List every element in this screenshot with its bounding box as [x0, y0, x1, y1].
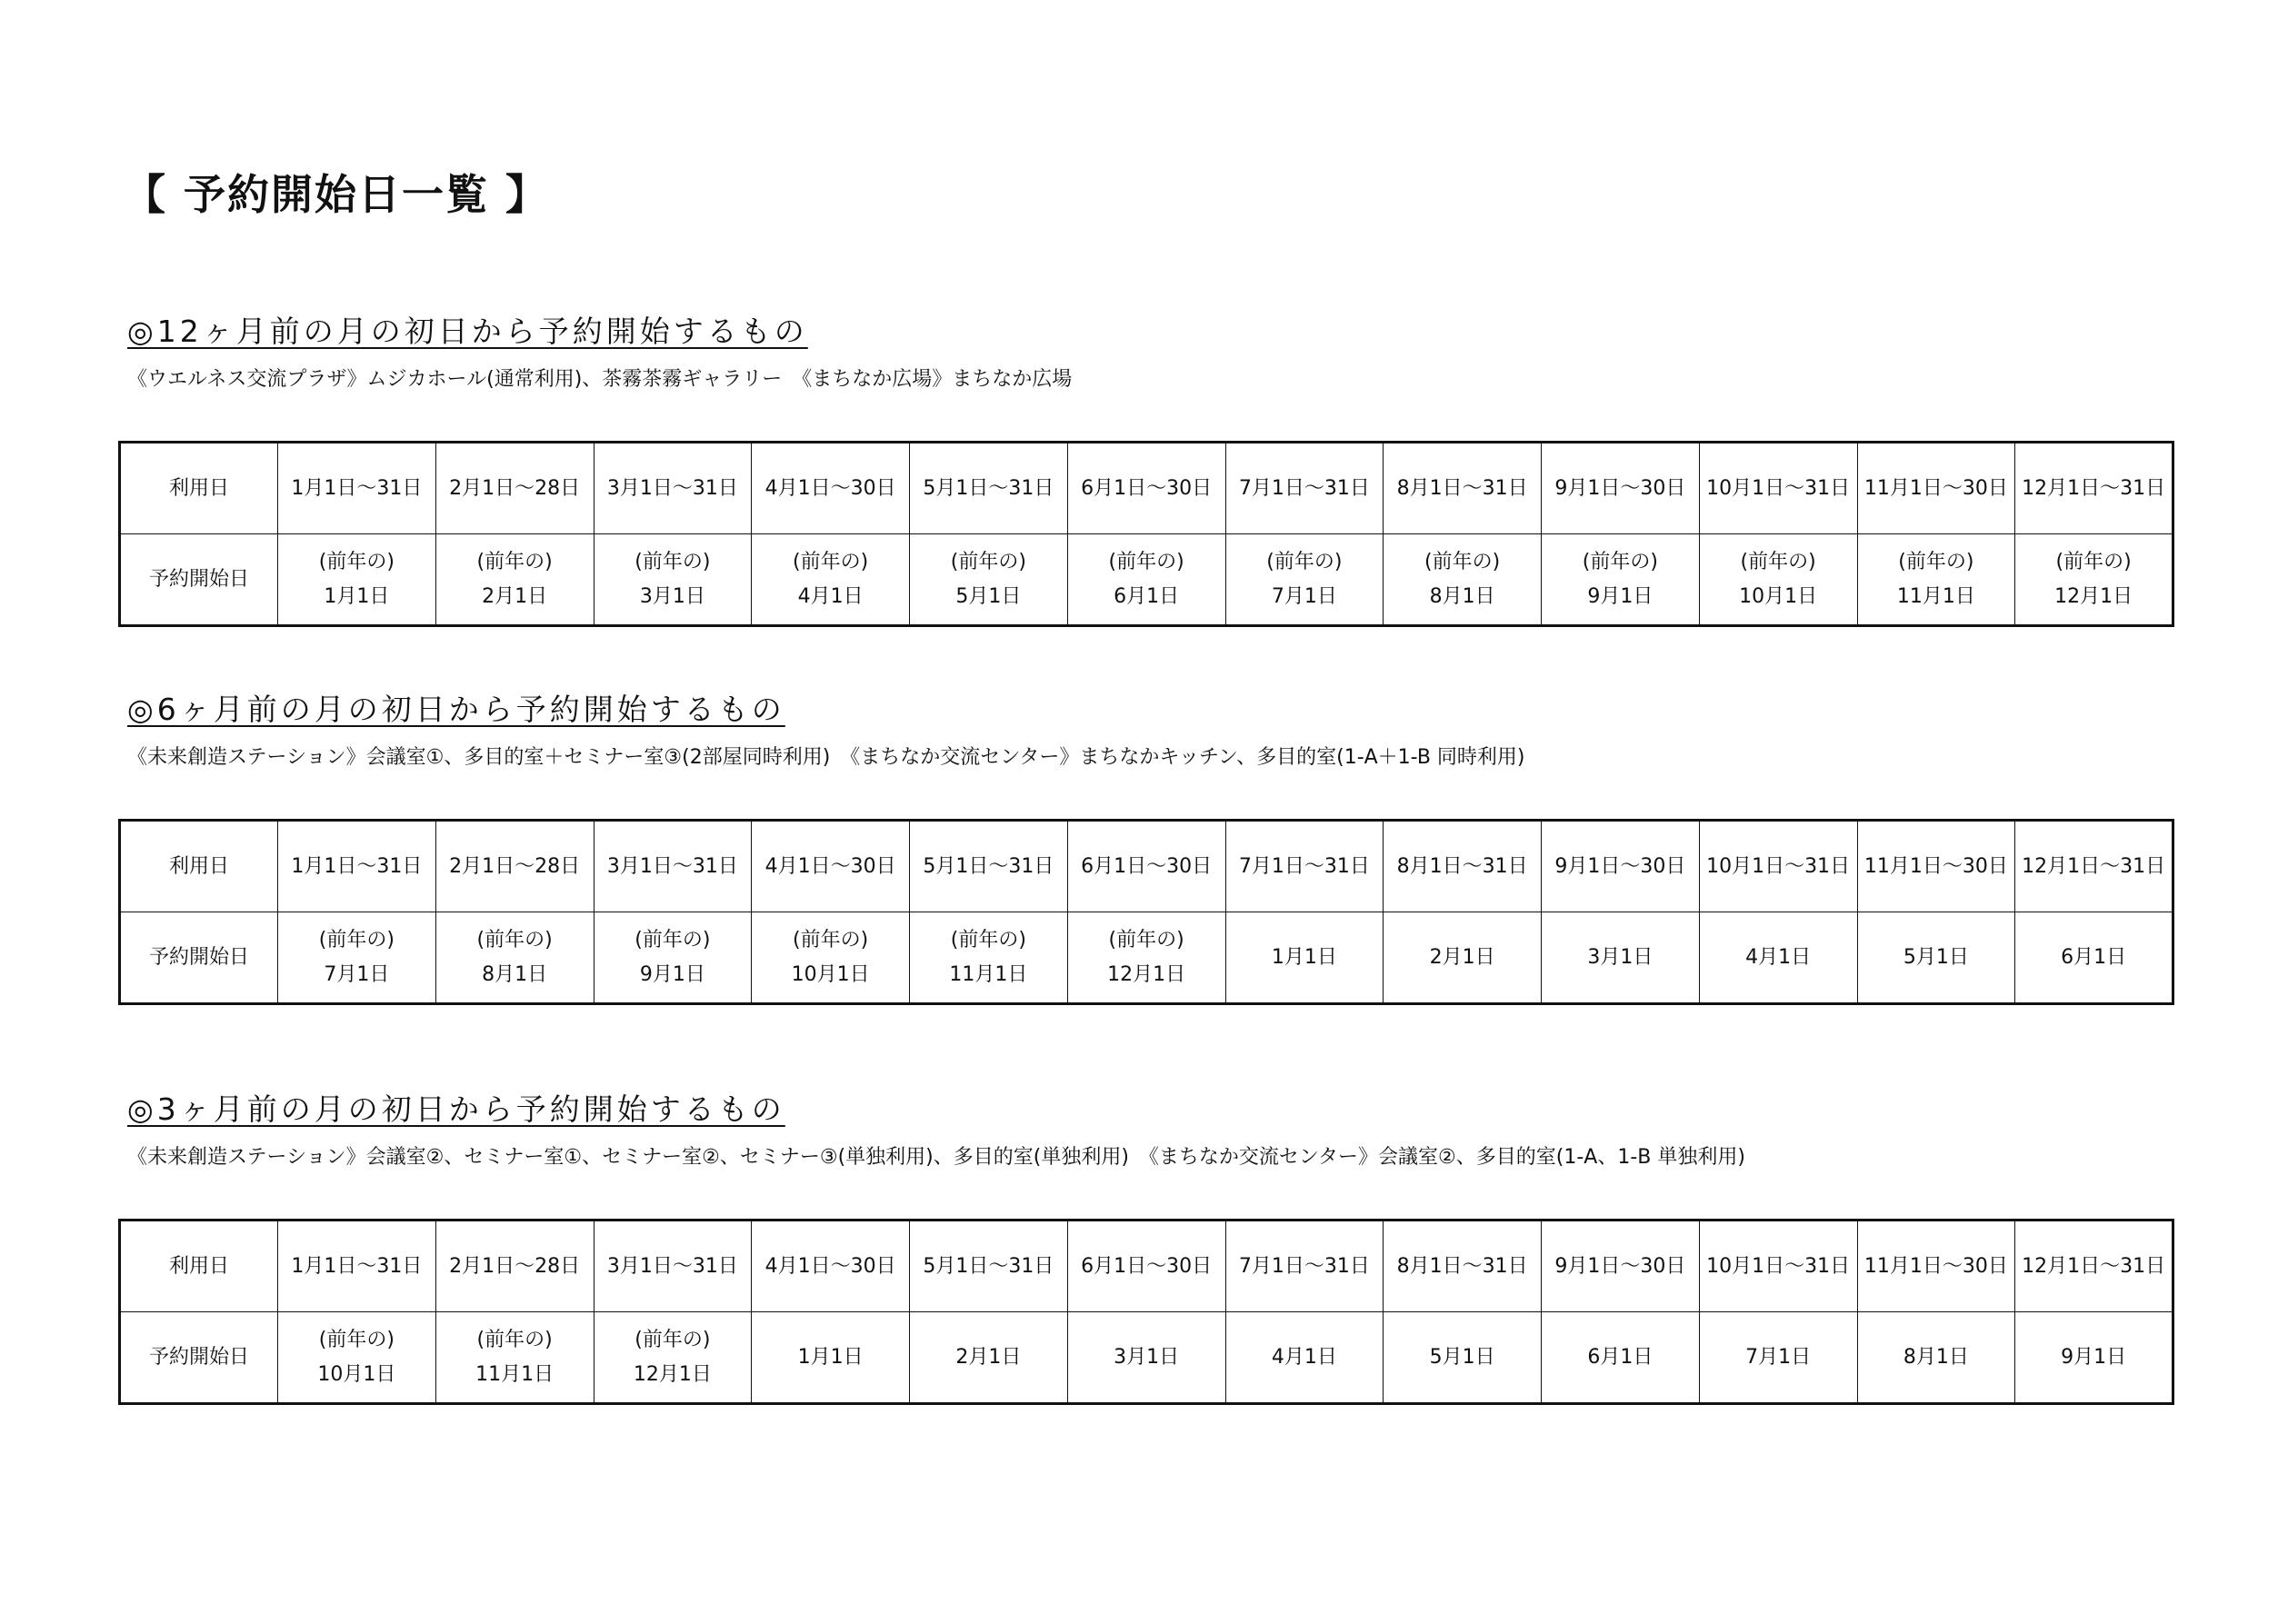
reservation-start-cell [910, 534, 1068, 626]
page-title: 【 予約開始日一覧 】 [124, 170, 550, 219]
usage-date-cell: 9月1日〜30日 [1542, 443, 1700, 534]
start-date: 10月1日 [317, 1362, 396, 1386]
usage-date-cell: 4月1日〜30日 [752, 1220, 910, 1312]
section-heading: ◎12ヶ月前の月の初日から予約開始するもの [127, 314, 808, 349]
start-date: 11月1日 [475, 1362, 555, 1386]
reservation-start-cell [435, 534, 594, 626]
usage-date-cell: 9月1日〜30日 [1542, 821, 1700, 912]
reservation-start-cell [1225, 534, 1384, 626]
previous-year-prefix: (前年の) [1108, 928, 1184, 951]
row-label-usage-date: 利用日 [120, 443, 278, 534]
reservation-start-cell [1699, 534, 1857, 626]
reservation-start-cell [278, 1312, 436, 1404]
start-date: 4月1日 [797, 584, 864, 608]
usage-date-cell: 3月1日〜31日 [594, 443, 752, 534]
usage-date-row [120, 1220, 2173, 1312]
reservation-start-cell [1542, 1312, 1700, 1404]
usage-date-cell: 6月1日〜30日 [1067, 443, 1225, 534]
reservation-start-row [120, 1312, 2173, 1404]
previous-year-prefix: (前年の) [2055, 550, 2132, 573]
reservation-start-cell [752, 912, 910, 1004]
start-date: 2月1日 [482, 584, 548, 608]
start-date: 8月1日 [482, 962, 548, 986]
previous-year-prefix: (前年の) [793, 928, 869, 951]
previous-year-prefix: (前年の) [318, 928, 395, 951]
usage-date-cell: 7月1日〜31日 [1225, 443, 1384, 534]
usage-date-row [120, 443, 2173, 534]
reservation-start-cell [910, 912, 1068, 1004]
usage-date-cell: 11月1日〜30日 [1857, 1220, 2015, 1312]
reservation-start-cell [1225, 912, 1384, 1004]
start-date: 6月1日 [1587, 1345, 1654, 1369]
start-date: 6月1日 [2061, 945, 2127, 969]
usage-date-cell: 5月1日〜31日 [910, 1220, 1068, 1312]
reservation-start-cell [1384, 912, 1542, 1004]
usage-date-cell: 11月1日〜30日 [1857, 443, 2015, 534]
usage-date-cell: 10月1日〜31日 [1699, 821, 1857, 912]
reservation-start-cell [1857, 1312, 2015, 1404]
row-label-reservation-start: 予約開始日 [120, 534, 278, 626]
section-3-months [118, 1090, 2174, 1405]
reservation-start-cell [2015, 534, 2173, 626]
previous-year-prefix: (前年の) [318, 550, 395, 573]
start-date: 12月1日 [633, 1362, 712, 1386]
usage-date-cell: 11月1日〜30日 [1857, 821, 2015, 912]
reservation-start-cell [752, 534, 910, 626]
previous-year-prefix: (前年の) [793, 550, 869, 573]
usage-date-cell: 3月1日〜31日 [594, 1220, 752, 1312]
previous-year-prefix: (前年の) [1266, 550, 1343, 573]
usage-date-cell: 2月1日〜28日 [435, 1220, 594, 1312]
section-facilities: 《未来創造ステーション》会議室②、セミナー室①、セミナー室②、セミナー③(単独利用)、多目的室(単独利用) 《まちなか交流センター》会議室②、多目的室(1-A、1-B 単独利用) [127, 1146, 1745, 1169]
previous-year-prefix: (前年の) [476, 1328, 553, 1351]
usage-date-cell: 8月1日〜31日 [1384, 1220, 1542, 1312]
reservation-start-cell [1384, 1312, 1542, 1404]
schedule-table [118, 819, 2174, 1005]
previous-year-prefix: (前年の) [950, 928, 1026, 951]
start-date: 8月1日 [1429, 584, 1495, 608]
previous-year-prefix: (前年の) [476, 928, 553, 951]
reservation-start-cell [278, 912, 436, 1004]
start-date: 1月1日 [797, 1345, 864, 1369]
start-date: 1月1日 [324, 584, 390, 608]
reservation-start-cell [594, 534, 752, 626]
previous-year-prefix: (前年の) [318, 1328, 395, 1351]
schedule-table [118, 1219, 2174, 1405]
start-date: 7月1日 [324, 962, 390, 986]
start-date: 10月1日 [1739, 584, 1818, 608]
reservation-start-row [120, 912, 2173, 1004]
previous-year-prefix: (前年の) [1108, 550, 1184, 573]
start-date: 9月1日 [2061, 1345, 2127, 1369]
row-label-usage-date: 利用日 [120, 821, 278, 912]
usage-date-cell: 5月1日〜31日 [910, 443, 1068, 534]
reservation-start-cell [1542, 912, 1700, 1004]
start-date: 3月1日 [1114, 1345, 1180, 1369]
start-date: 3月1日 [1587, 945, 1654, 969]
usage-date-cell: 8月1日〜31日 [1384, 443, 1542, 534]
start-date: 9月1日 [1587, 584, 1654, 608]
usage-date-cell: 5月1日〜31日 [910, 821, 1068, 912]
section-facilities: 《ウエルネス交流プラザ》ムジカホール(通常利用)、茶霧茶霧ギャラリー 《まちなか広場》まちなか広場 [127, 368, 1073, 391]
previous-year-prefix: (前年の) [1740, 550, 1816, 573]
section-6-months [118, 690, 2174, 1005]
previous-year-prefix: (前年の) [476, 550, 553, 573]
row-label-reservation-start: 予約開始日 [120, 912, 278, 1004]
start-date: 12月1日 [2054, 584, 2133, 608]
start-date: 5月1日 [1429, 1345, 1495, 1369]
usage-date-cell: 8月1日〜31日 [1384, 821, 1542, 912]
usage-date-cell: 1月1日〜31日 [278, 443, 436, 534]
previous-year-prefix: (前年の) [634, 1328, 711, 1351]
reservation-start-cell [752, 1312, 910, 1404]
usage-date-cell: 2月1日〜28日 [435, 821, 594, 912]
start-date: 7月1日 [1271, 584, 1337, 608]
start-date: 1月1日 [1271, 945, 1337, 969]
reservation-start-cell [1067, 912, 1225, 1004]
reservation-start-cell [1542, 534, 1700, 626]
previous-year-prefix: (前年の) [1898, 550, 1974, 573]
section-12-months [118, 312, 2174, 627]
start-date: 2月1日 [1429, 945, 1495, 969]
usage-date-cell: 4月1日〜30日 [752, 443, 910, 534]
usage-date-row [120, 821, 2173, 912]
usage-date-cell: 1月1日〜31日 [278, 1220, 436, 1312]
previous-year-prefix: (前年の) [950, 550, 1026, 573]
start-date: 12月1日 [1107, 962, 1186, 986]
usage-date-cell: 2月1日〜28日 [435, 443, 594, 534]
start-date: 11月1日 [1896, 584, 1975, 608]
reservation-start-cell [1699, 912, 1857, 1004]
reservation-start-cell [594, 912, 752, 1004]
reservation-start-cell [1857, 912, 2015, 1004]
usage-date-cell: 7月1日〜31日 [1225, 821, 1384, 912]
section-facilities: 《未来創造ステーション》会議室①、多目的室＋セミナー室③(2部屋同時利用) 《まちなか交流センター》まちなかキッチン、多目的室(1-A＋1-B 同時利用) [127, 746, 1525, 769]
section-heading: ◎3ヶ月前の月の初日から予約開始するもの [127, 1091, 785, 1127]
section-heading: ◎6ヶ月前の月の初日から予約開始するもの [127, 692, 785, 727]
row-label-usage-date: 利用日 [120, 1220, 278, 1312]
previous-year-prefix: (前年の) [1582, 550, 1658, 573]
start-date: 9月1日 [639, 962, 705, 986]
reservation-start-cell [910, 1312, 1068, 1404]
usage-date-cell: 10月1日〜31日 [1699, 1220, 1857, 1312]
usage-date-cell: 1月1日〜31日 [278, 821, 436, 912]
reservation-start-cell [1384, 534, 1542, 626]
reservation-start-cell [1067, 534, 1225, 626]
reservation-start-cell [594, 1312, 752, 1404]
start-date: 8月1日 [1903, 1345, 1969, 1369]
usage-date-cell: 3月1日〜31日 [594, 821, 752, 912]
reservation-start-row [120, 534, 2173, 626]
usage-date-cell: 12月1日〜31日 [2015, 821, 2173, 912]
previous-year-prefix: (前年の) [1424, 550, 1501, 573]
reservation-start-cell [278, 534, 436, 626]
previous-year-prefix: (前年の) [634, 928, 711, 951]
start-date: 10月1日 [791, 962, 870, 986]
start-date: 5月1日 [1903, 945, 1969, 969]
reservation-start-cell [2015, 1312, 2173, 1404]
usage-date-cell: 6月1日〜30日 [1067, 821, 1225, 912]
usage-date-cell: 12月1日〜31日 [2015, 443, 2173, 534]
reservation-start-cell [435, 1312, 594, 1404]
usage-date-cell: 9月1日〜30日 [1542, 1220, 1700, 1312]
reservation-start-cell [1067, 1312, 1225, 1404]
reservation-start-cell [435, 912, 594, 1004]
reservation-start-cell [1699, 1312, 1857, 1404]
reservation-start-cell [1857, 534, 2015, 626]
reservation-start-cell [2015, 912, 2173, 1004]
start-date: 3月1日 [639, 584, 705, 608]
reservation-start-cell [1225, 1312, 1384, 1404]
start-date: 2月1日 [955, 1345, 1022, 1369]
start-date: 5月1日 [955, 584, 1022, 608]
usage-date-cell: 4月1日〜30日 [752, 821, 910, 912]
row-label-reservation-start: 予約開始日 [120, 1312, 278, 1404]
start-date: 7月1日 [1745, 1345, 1812, 1369]
usage-date-cell: 12月1日〜31日 [2015, 1220, 2173, 1312]
start-date: 11月1日 [949, 962, 1028, 986]
schedule-table [118, 441, 2174, 627]
usage-date-cell: 10月1日〜31日 [1699, 443, 1857, 534]
previous-year-prefix: (前年の) [634, 550, 711, 573]
usage-date-cell: 7月1日〜31日 [1225, 1220, 1384, 1312]
start-date: 6月1日 [1114, 584, 1180, 608]
start-date: 4月1日 [1745, 945, 1812, 969]
usage-date-cell: 6月1日〜30日 [1067, 1220, 1225, 1312]
start-date: 4月1日 [1271, 1345, 1337, 1369]
